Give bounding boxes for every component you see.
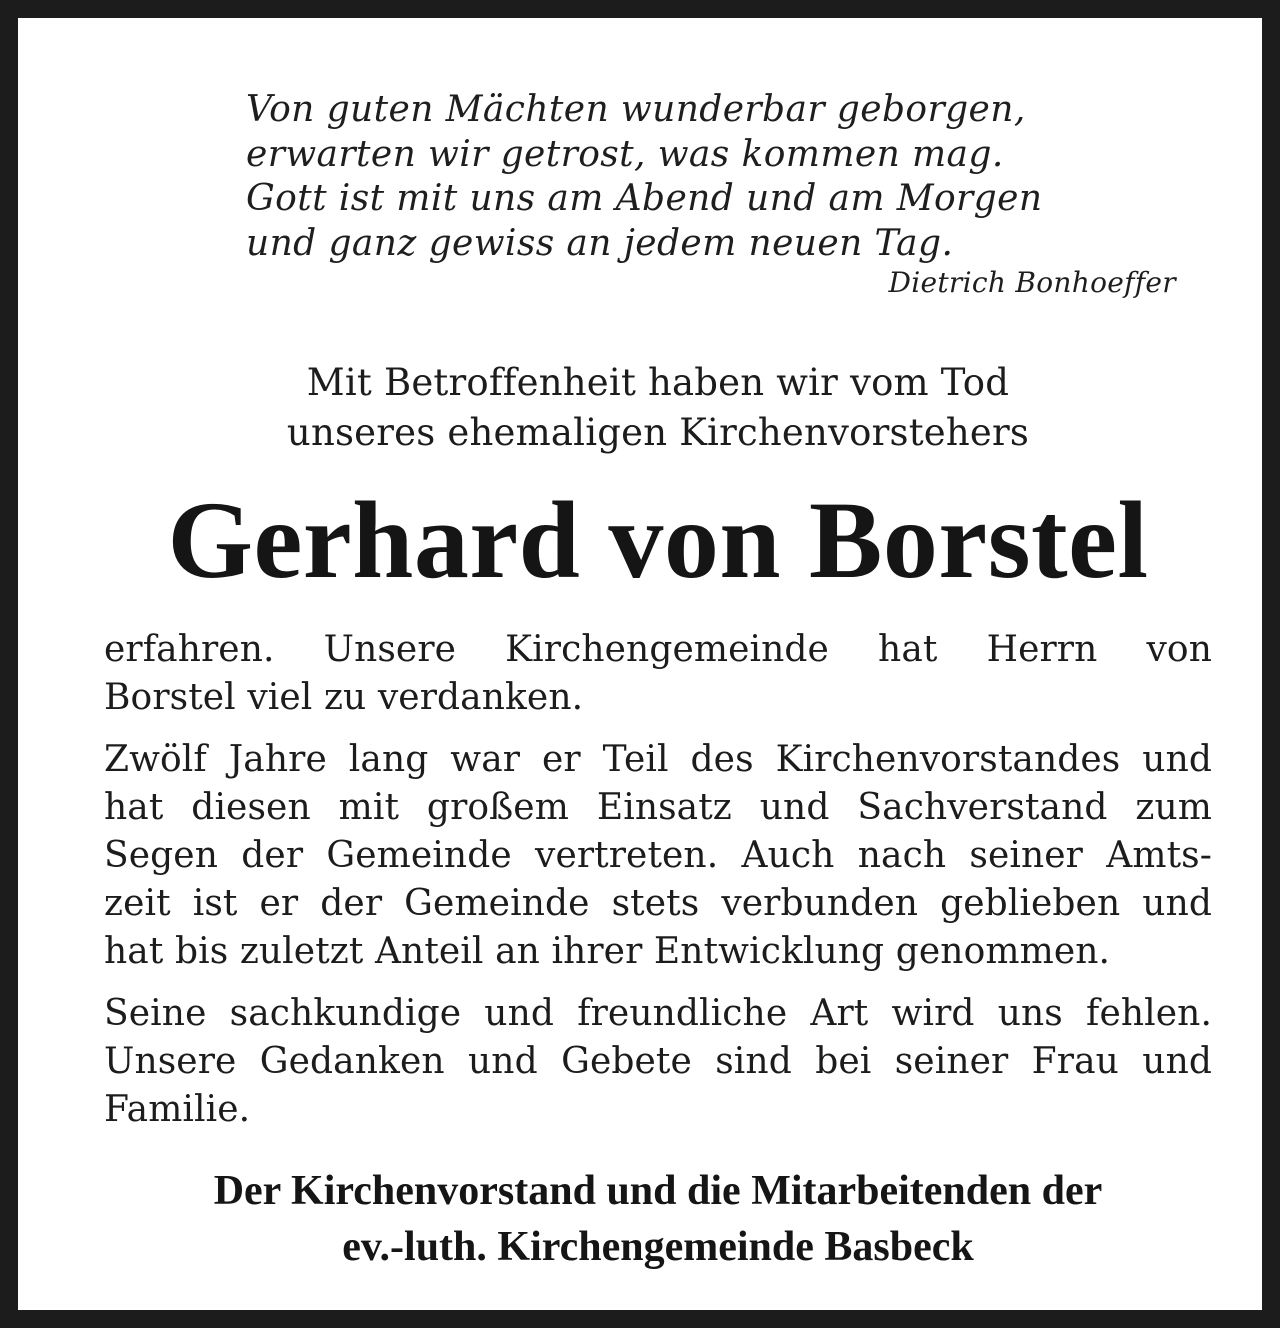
signature-line: ev.-luth. Kirchengemeinde Basbeck	[342, 1224, 974, 1270]
signature	[18, 1163, 1280, 1275]
paragraph-line: Borstel viel zu verdanken.	[104, 677, 584, 718]
paragraph-1	[104, 626, 1212, 722]
signature-line: Der Kirchenvorstand und die Mitarbeitenden der	[213, 1168, 1103, 1214]
intro-line: Mit Betroffenheit haben wir vom Tod	[306, 361, 1010, 404]
paragraph-line: erfahren. Unsere Kirchengemeinde hat Herrn von	[104, 629, 1212, 670]
deceased-name: Gerhard von Borstel	[167, 479, 1149, 601]
paragraph-line: Segen der Gemeinde vertreten. Auch nach seiner Amts-	[104, 835, 1212, 876]
paragraph-line: zeit ist er der Gemeinde stets verbunden geblieben und	[104, 883, 1212, 924]
quote-line: erwarten wir getrost, was kommen mag.	[246, 133, 1004, 175]
intro-text	[18, 358, 1280, 458]
bonhoeffer-quote	[246, 88, 1212, 266]
quote-line: Von guten Mächten wunderbar geborgen,	[246, 89, 1026, 130]
body-text	[104, 626, 1212, 1148]
paragraph-line: Seine sachkundige und freundliche Art wird uns fehlen.	[104, 993, 1212, 1034]
quote-line: Gott ist mit uns am Abend und am Morgen	[246, 178, 1043, 219]
paragraph-line: Unsere Gedanken und Gebete sind bei seiner Frau und	[104, 1041, 1212, 1082]
intro-line: unseres ehemaligen Kirchenvorstehers	[286, 411, 1030, 454]
paragraph-line: hat bis zuletzt Anteil an ihrer Entwicklung genommen.	[104, 931, 1111, 972]
paragraph-line: hat diesen mit großem Einsatz und Sachverstand zum	[104, 787, 1212, 828]
paragraph-2	[104, 736, 1212, 976]
quote-author: Dietrich Bonhoeffer	[888, 266, 1176, 299]
quote-line: und ganz gewiss an jedem neuen Tag.	[246, 222, 954, 264]
paragraph-line: Familie.	[104, 1089, 251, 1130]
paragraph-line: Zwölf Jahre lang war er Teil des Kirchenvorstandes und	[104, 739, 1212, 780]
paragraph-3	[104, 990, 1212, 1134]
